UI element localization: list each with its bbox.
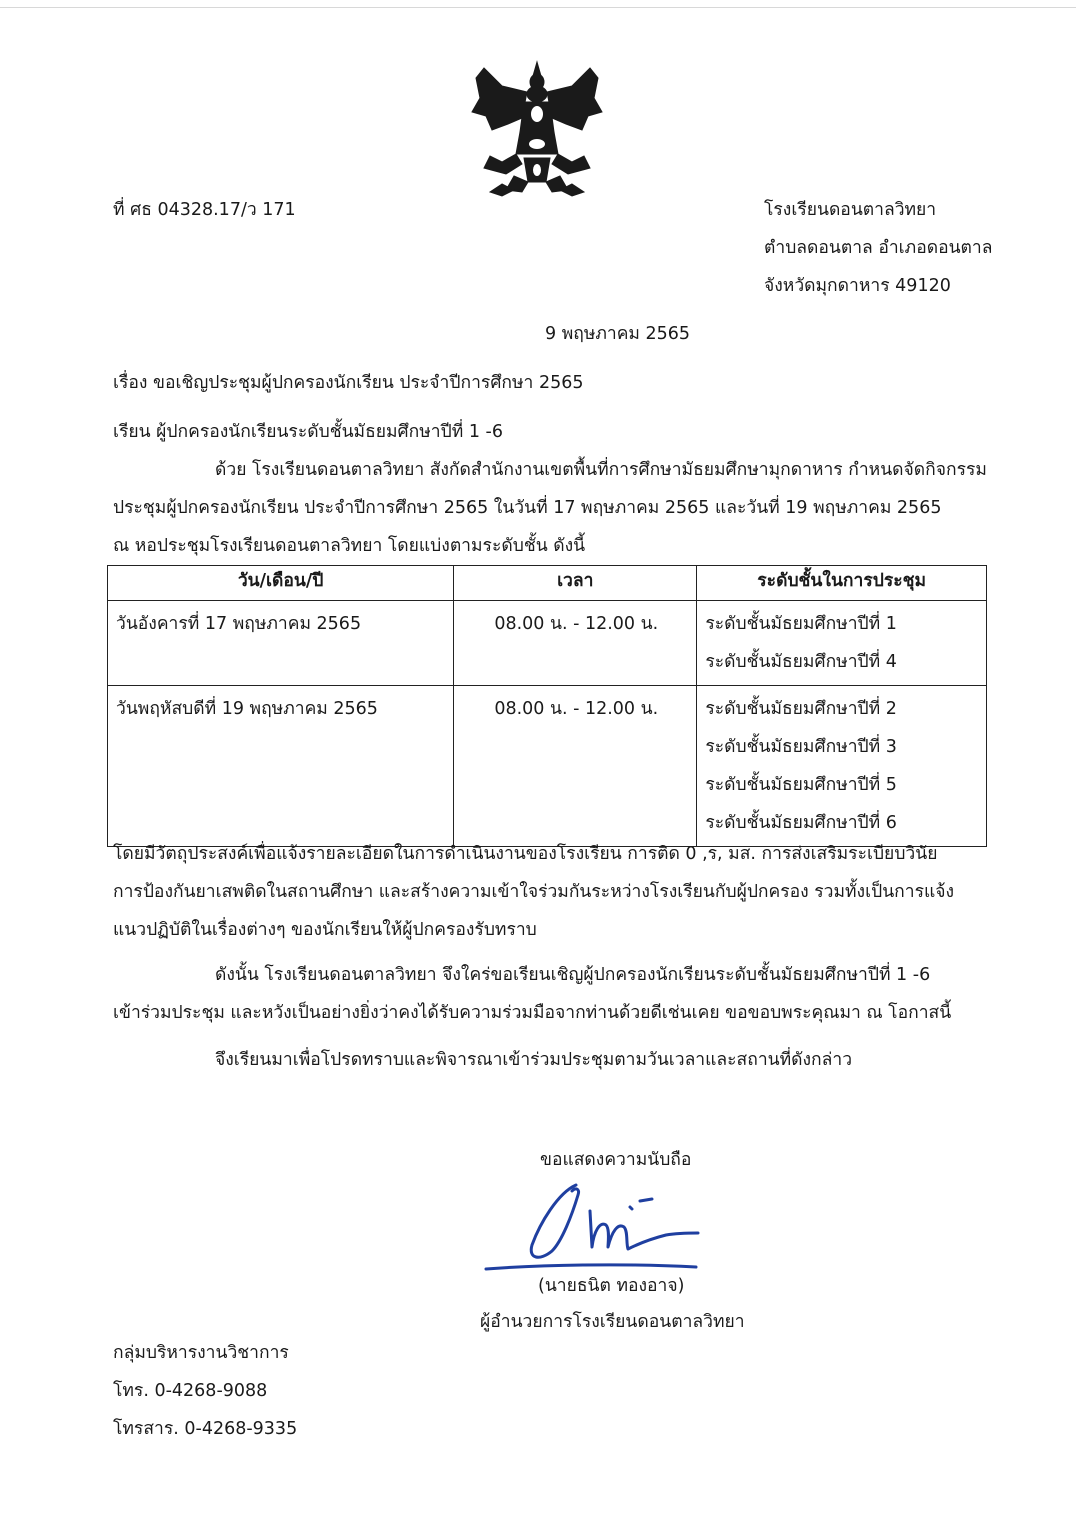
sender-address-line: จังหวัดมุกดาหาร 49120 [764,276,951,296]
page-top-edge [0,7,1076,8]
purpose-line: โดยมีวัตถุประสงค์เพื่อแจ้งรายละเอียดในการดำเนินงานของโรงเรียน การติด 0 ,ร, มส. การส่งเสริมระเบียบวินัย [113,844,938,864]
contact-fax: โทรสาร. 0-4268-9335 [113,1419,298,1439]
contact-department: กลุ่มบริหารงานวิชาการ [113,1343,289,1363]
signatory-name: (นายธนิต ทองอาจ) [538,1276,685,1296]
level-item: ระดับชั้นมัธยมศึกษาปีที่ 5 [705,775,897,795]
intro-line: ณ หอประชุมโรงเรียนดอนตาลวิทยา โดยแบ่งตามระดับชั้น ดังนี้ [113,536,586,556]
letter-recipient: เรียน ผู้ปกครองนักเรียนระดับชั้นมัธยมศึกษาปีที่ 1 -6 [113,422,503,442]
meeting-schedule-table [107,565,987,847]
row-date: วันพฤหัสบดีที่ 19 พฤษภาคม 2565 [108,686,454,847]
level-item: ระดับชั้นมัธยมศึกษาปีที่ 6 [705,813,897,833]
complimentary-close: ขอแสดงความนับถือ [540,1150,692,1170]
row-time: 08.00 น. - 12.00 น. [454,601,697,686]
level-item: ระดับชั้นมัธยมศึกษาปีที่ 4 [705,652,897,672]
table-header-row [108,566,987,601]
level-item: ระดับชั้นมัธยมศึกษาปีที่ 3 [705,737,897,757]
purpose-paragraph [113,835,993,949]
intro-paragraph [113,451,993,565]
sender-address-line: ตำบลดอนตาล อำเภอดอนตาล [764,238,993,258]
row-levels [697,601,987,686]
request-paragraph [113,956,993,1032]
letter-date: 9 พฤษภาคม 2565 [545,324,691,344]
letter-subject: เรื่อง ขอเชิญประชุมผู้ปกครองนักเรียน ประจำปีการศึกษา 2565 [113,373,584,393]
table-row [108,686,987,847]
request-line: เข้าร่วมประชุม และหวังเป็นอย่างยิ่งว่าคงได้รับความร่วมมือจากท่านด้วยดีเช่นเคย ขอขอบพระคุณมา ณ โอกาสนี้ [113,1003,952,1023]
row-time: 08.00 น. - 12.00 น. [454,686,697,847]
contact-phone: โทร. 0-4268-9088 [113,1381,268,1401]
level-item: ระดับชั้นมัธยมศึกษาปีที่ 2 [705,699,897,719]
sender-address-line: โรงเรียนดอนตาลวิทยา [764,200,937,220]
header-level: ระดับชั้นในการประชุม [697,566,987,601]
handwritten-signature [480,1175,720,1280]
intro-line: ประชุมผู้ปกครองนักเรียน ประจำปีการศึกษา 2565 ในวันที่ 17 พฤษภาคม 2565 และวันที่ 19 พฤษภาคม 2565 [113,498,942,518]
reference-number: ที่ ศธ 04328.17/ว 171 [113,200,296,220]
closing-request: จึงเรียนมาเพื่อโปรดทราบและพิจารณาเข้าร่วมประชุมตามวันเวลาและสถานที่ดังกล่าว [215,1050,853,1070]
row-date: วันอังคารที่ 17 พฤษภาคม 2565 [108,601,454,686]
request-line: ดังนั้น โรงเรียนดอนตาลวิทยา จึงใคร่ขอเรียนเชิญผู้ปกครองนักเรียนระดับชั้นมัธยมศึกษาปีที่ 1 -6 [215,965,931,985]
purpose-line: การป้องกันยาเสพติดในสถานศึกษา และสร้างความเข้าใจร่วมกันระหว่างโรงเรียนกับผู้ปกครอง รวมทั้งเป็นการแจ้ง [113,882,955,902]
header-date: วัน/เดือน/ปี [108,566,454,601]
table-row [108,601,987,686]
signatory-position: ผู้อำนวยการโรงเรียนดอนตาลวิทยา [480,1312,745,1332]
header-time: เวลา [454,566,697,601]
purpose-line: แนวปฏิบัติในเรื่องต่างๆ ของนักเรียนให้ผู้ปกครองรับทราบ [113,920,537,940]
level-item: ระดับชั้นมัธยมศึกษาปีที่ 1 [705,614,897,634]
row-levels [697,686,987,847]
intro-line: ด้วย โรงเรียนดอนตาลวิทยา สังกัดสำนักงานเขตพื้นที่การศึกษามัธยมศึกษามุกดาหาร กำหนดจัดกิจกรรม [215,460,987,480]
garuda-emblem-icon [462,58,612,203]
